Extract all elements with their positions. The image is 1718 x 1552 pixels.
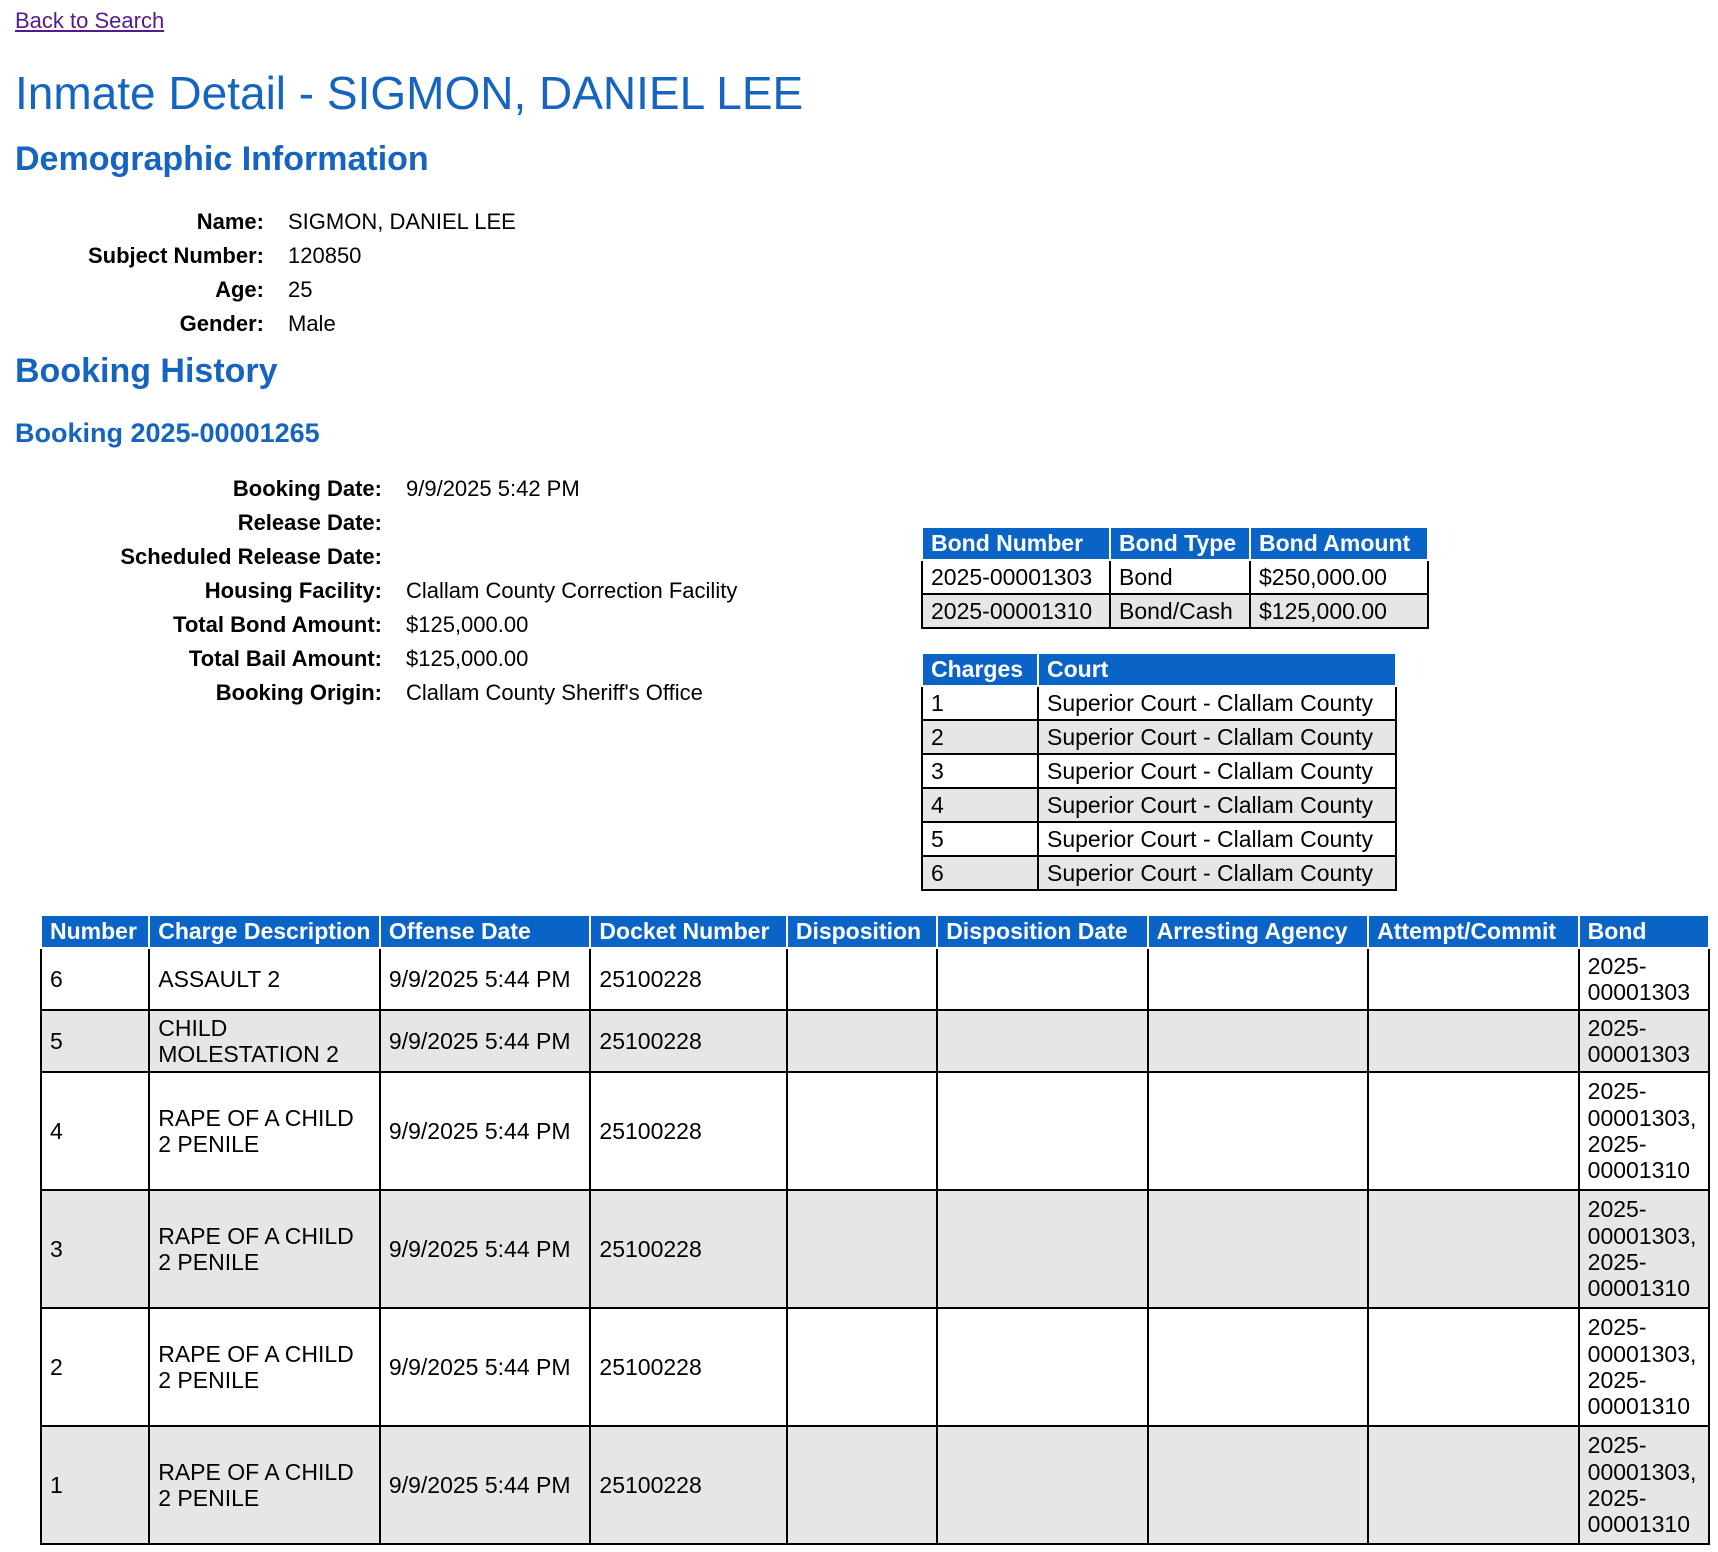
disposition-date-header: Disposition Date xyxy=(937,915,1147,948)
charges-header: Charges xyxy=(922,653,1038,686)
court-row xyxy=(922,788,1396,822)
age-row xyxy=(0,273,516,307)
disposition-date-cell xyxy=(937,1308,1147,1426)
charge-description-cell: RAPE OF A CHILD 2 PENILE xyxy=(149,1426,380,1544)
arresting-agency-cell xyxy=(1148,948,1369,1010)
attempt-commit-header: Attempt/Commit xyxy=(1368,915,1578,948)
booking-history-heading: Booking History xyxy=(15,352,278,390)
charge-description-cell: CHILD MOLESTATION 2 xyxy=(149,1010,380,1072)
number-cell: 5 xyxy=(41,1010,149,1072)
age-label: Age: xyxy=(215,277,264,302)
housing-facility-row xyxy=(0,574,737,608)
court-cell: Superior Court - Clallam County xyxy=(1038,720,1396,754)
disposition-date-cell xyxy=(937,948,1147,1010)
booking-fields xyxy=(0,472,737,710)
page-title: Inmate Detail - SIGMON, DANIEL LEE xyxy=(15,67,804,119)
charge-row xyxy=(41,1308,1709,1426)
charge-row xyxy=(41,1072,1709,1190)
attempt-commit-cell xyxy=(1368,1426,1578,1544)
disposition-date-cell xyxy=(937,1072,1147,1190)
bond-cell: 2025- 00001303, 2025- 00001310 xyxy=(1579,1308,1709,1426)
disposition-cell xyxy=(787,948,937,1010)
disposition-cell xyxy=(787,1072,937,1190)
docket-number-cell: 25100228 xyxy=(590,1426,786,1544)
total-bail-amount-row xyxy=(0,642,737,676)
demographic-heading: Demographic Information xyxy=(15,140,429,178)
booking-date-value: 9/9/2025 5:42 PM xyxy=(406,476,580,501)
charges-table xyxy=(40,914,1710,1545)
total-bond-amount-row xyxy=(0,608,737,642)
offense-date-cell: 9/9/2025 5:44 PM xyxy=(380,1010,590,1072)
bond-header: Bond xyxy=(1579,915,1709,948)
total-bail-amount-label: Total Bail Amount: xyxy=(188,646,382,671)
bond-cell: 2025- 00001303, 2025- 00001310 xyxy=(1579,1072,1709,1190)
charge-description-cell: ASSAULT 2 xyxy=(149,948,380,1010)
back-to-search-link[interactable]: Back to Search xyxy=(15,8,165,33)
bond-table xyxy=(921,526,1429,629)
attempt-commit-cell xyxy=(1368,1072,1578,1190)
arresting-agency-cell xyxy=(1148,1308,1369,1426)
charge-description-header: Charge Description xyxy=(149,915,380,948)
charge-description-cell: RAPE OF A CHILD 2 PENILE xyxy=(149,1308,380,1426)
subject-number-row xyxy=(0,239,516,273)
disposition-cell xyxy=(787,1190,937,1308)
attempt-commit-cell xyxy=(1368,1190,1578,1308)
disposition-cell xyxy=(787,1426,937,1544)
total-bond-amount-label: Total Bond Amount: xyxy=(173,612,382,637)
bond-cell: 2025- 00001303, 2025- 00001310 xyxy=(1579,1190,1709,1308)
bond-number-header: Bond Number xyxy=(922,527,1110,560)
name-label: Name: xyxy=(196,209,264,234)
bond-cell: 2025- 00001303 xyxy=(1579,948,1709,1010)
attempt-commit-cell xyxy=(1368,1308,1578,1426)
number-cell: 4 xyxy=(41,1072,149,1190)
charge-description-cell: RAPE OF A CHILD 2 PENILE xyxy=(149,1072,380,1190)
bond-amount-cell: $125,000.00 xyxy=(1250,594,1428,628)
docket-number-header: Docket Number xyxy=(590,915,786,948)
housing-facility-label: Housing Facility: xyxy=(204,578,382,603)
charge-description-cell: RAPE OF A CHILD 2 PENILE xyxy=(149,1190,380,1308)
number-cell: 6 xyxy=(41,948,149,1010)
booking-origin-label: Booking Origin: xyxy=(215,680,382,705)
subject-number-value: 120850 xyxy=(288,243,362,268)
court-cell: Superior Court - Clallam County xyxy=(1038,822,1396,856)
gender-value: Male xyxy=(288,311,336,336)
gender-label: Gender: xyxy=(179,311,264,336)
offense-date-cell: 9/9/2025 5:44 PM xyxy=(380,1072,590,1190)
charge-number-cell: 2 xyxy=(922,720,1038,754)
arresting-agency-cell xyxy=(1148,1190,1369,1308)
number-header: Number xyxy=(41,915,149,948)
disposition-cell xyxy=(787,1010,937,1072)
number-cell: 2 xyxy=(41,1308,149,1426)
disposition-date-cell xyxy=(937,1010,1147,1072)
scheduled-release-date-row xyxy=(0,540,737,574)
booking-origin-row xyxy=(0,676,737,710)
charge-row xyxy=(41,1190,1709,1308)
court-row xyxy=(922,754,1396,788)
booking-date-row xyxy=(0,472,737,506)
age-value: 25 xyxy=(288,277,313,302)
arresting-agency-cell xyxy=(1148,1010,1369,1072)
docket-number-cell: 25100228 xyxy=(590,1072,786,1190)
name-value: SIGMON, DANIEL LEE xyxy=(288,209,516,234)
number-cell: 3 xyxy=(41,1190,149,1308)
court-cell: Superior Court - Clallam County xyxy=(1038,856,1396,890)
subject-number-label: Subject Number: xyxy=(87,243,264,268)
name-row xyxy=(0,205,516,239)
disposition-date-cell xyxy=(937,1190,1147,1308)
attempt-commit-cell xyxy=(1368,948,1578,1010)
docket-number-cell: 25100228 xyxy=(590,1190,786,1308)
court-cell: Superior Court - Clallam County xyxy=(1038,754,1396,788)
bond-type-cell: Bond/Cash xyxy=(1110,594,1250,628)
housing-facility-value: Clallam County Correction Facility xyxy=(406,578,738,603)
arresting-agency-cell xyxy=(1148,1426,1369,1544)
charge-row xyxy=(41,1426,1709,1544)
offense-date-cell: 9/9/2025 5:44 PM xyxy=(380,1190,590,1308)
offense-date-cell: 9/9/2025 5:44 PM xyxy=(380,1426,590,1544)
total-bond-amount-value: $125,000.00 xyxy=(406,612,529,637)
number-cell: 1 xyxy=(41,1426,149,1544)
booking-title: Booking 2025-00001265 xyxy=(15,418,320,448)
docket-number-cell: 25100228 xyxy=(590,948,786,1010)
charges-court-table xyxy=(921,652,1397,891)
bond-cell: 2025- 00001303, 2025- 00001310 xyxy=(1579,1426,1709,1544)
disposition-date-cell xyxy=(937,1426,1147,1544)
total-bail-amount-value: $125,000.00 xyxy=(406,646,529,671)
bond-amount-cell: $250,000.00 xyxy=(1250,560,1428,594)
bond-number-cell: 2025-00001303 xyxy=(922,560,1110,594)
scheduled-release-date-label: Scheduled Release Date: xyxy=(120,544,382,569)
court-cell: Superior Court - Clallam County xyxy=(1038,788,1396,822)
bond-type-cell: Bond xyxy=(1110,560,1250,594)
disposition-header: Disposition xyxy=(787,915,937,948)
disposition-cell xyxy=(787,1308,937,1426)
release-date-row xyxy=(0,506,737,540)
charge-row xyxy=(41,1010,1709,1072)
booking-date-label: Booking Date: xyxy=(232,476,382,501)
court-header: Court xyxy=(1038,653,1396,686)
gender-row xyxy=(0,307,516,341)
charge-number-cell: 5 xyxy=(922,822,1038,856)
demographic-fields xyxy=(0,205,516,341)
charge-row xyxy=(41,948,1709,1010)
bond-number-cell: 2025-00001310 xyxy=(922,594,1110,628)
bond-type-header: Bond Type xyxy=(1110,527,1250,560)
booking-origin-value: Clallam County Sheriff's Office xyxy=(406,680,703,705)
offense-date-cell: 9/9/2025 5:44 PM xyxy=(380,948,590,1010)
docket-number-cell: 25100228 xyxy=(590,1010,786,1072)
bond-amount-header: Bond Amount xyxy=(1250,527,1428,560)
charge-number-cell: 4 xyxy=(922,788,1038,822)
bond-cell: 2025- 00001303 xyxy=(1579,1010,1709,1072)
offense-date-header: Offense Date xyxy=(380,915,590,948)
court-row xyxy=(922,856,1396,890)
bond-row xyxy=(922,594,1428,628)
arresting-agency-cell xyxy=(1148,1072,1369,1190)
charge-number-cell: 6 xyxy=(922,856,1038,890)
offense-date-cell: 9/9/2025 5:44 PM xyxy=(380,1308,590,1426)
release-date-label: Release Date: xyxy=(237,510,382,535)
attempt-commit-cell xyxy=(1368,1010,1578,1072)
court-row xyxy=(922,686,1396,720)
court-row xyxy=(922,720,1396,754)
docket-number-cell: 25100228 xyxy=(590,1308,786,1426)
charge-number-cell: 3 xyxy=(922,754,1038,788)
court-row xyxy=(922,822,1396,856)
charge-number-cell: 1 xyxy=(922,686,1038,720)
bond-row xyxy=(922,560,1428,594)
court-cell: Superior Court - Clallam County xyxy=(1038,686,1396,720)
arresting-agency-header: Arresting Agency xyxy=(1148,915,1369,948)
